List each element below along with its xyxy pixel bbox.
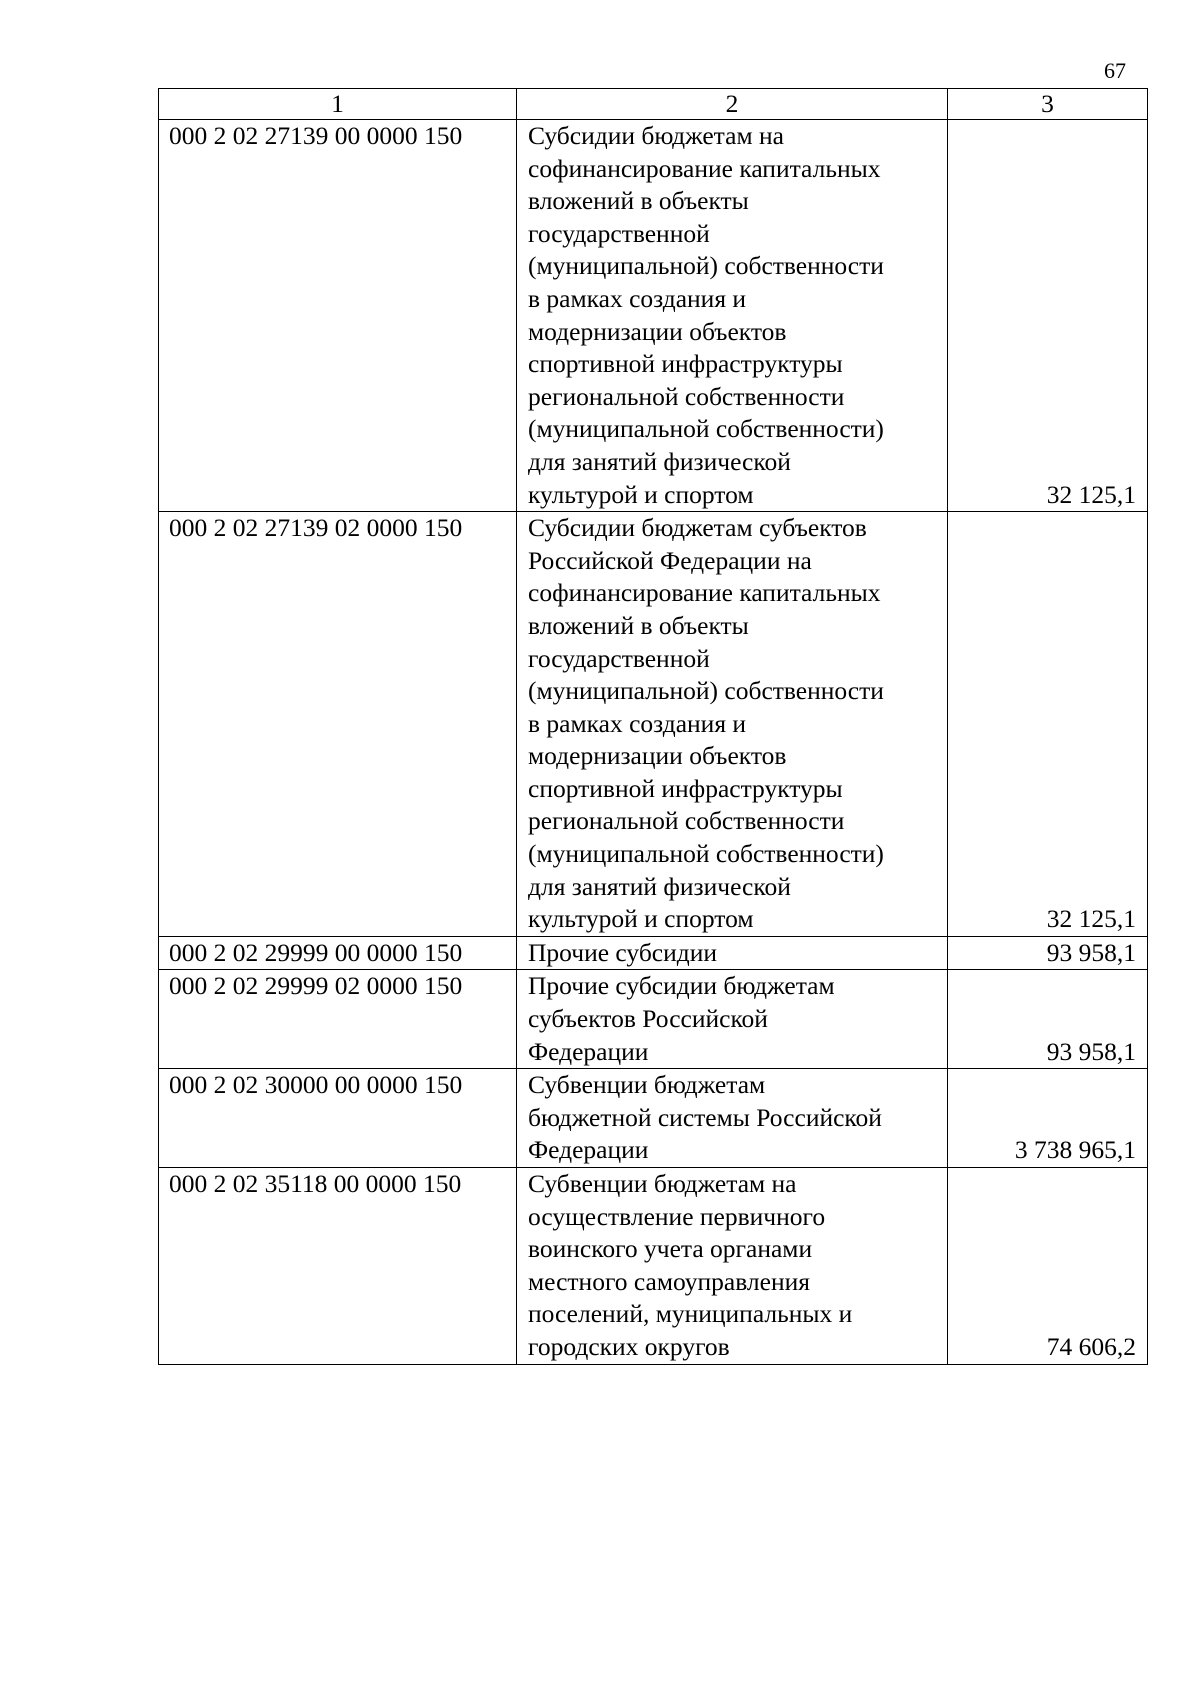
revenue-name-line: вложений в объекты: [528, 186, 749, 216]
budget-revenue-table: [158, 88, 1148, 1365]
revenue-name-line: поселений, муниципальных и: [528, 1299, 853, 1329]
revenue-name-line: (муниципальной собственности): [528, 414, 884, 444]
amount-cell: 3 738 965,1: [948, 1069, 1148, 1168]
budget-code-cell: 000 2 02 30000 00 0000 150: [159, 1069, 517, 1168]
revenue-name-line: субъектов Российской: [528, 1004, 768, 1034]
revenue-name-line: государственной: [528, 218, 710, 248]
revenue-name-line: Субсидии бюджетам на: [528, 121, 784, 150]
revenue-name-line: воинского учета органами: [528, 1234, 813, 1264]
column-header-1: 1: [159, 89, 517, 120]
table-row: [159, 1069, 1148, 1168]
revenue-name-line: осуществление первичного: [528, 1201, 826, 1231]
revenue-name-line: (муниципальной) собственности: [528, 676, 884, 706]
revenue-name-line: для занятий физической: [528, 871, 791, 901]
revenue-name-line: (муниципальной собственности): [528, 839, 884, 869]
amount-cell: 93 958,1: [948, 970, 1148, 1069]
amount-cell: 93 958,1: [948, 936, 1148, 970]
revenue-name-line: Федерации: [528, 1135, 649, 1165]
revenue-name-line: Субвенции бюджетам: [528, 1070, 766, 1100]
revenue-name-cell: [517, 1168, 948, 1365]
column-header-3: 3: [948, 89, 1148, 120]
revenue-name-line: модернизации объектов: [528, 741, 787, 771]
revenue-name-line: региональной собственности: [528, 806, 845, 836]
revenue-name-line: городских округов: [528, 1331, 730, 1361]
revenue-name-line: софинансирование капитальных: [528, 578, 881, 608]
table-header: [159, 89, 1148, 120]
revenue-name-line: Прочие субсидии: [528, 937, 718, 967]
budget-code-cell: 000 2 02 35118 00 0000 150: [159, 1168, 517, 1365]
table-row: [159, 1168, 1148, 1365]
revenue-name-line: Субвенции бюджетам на: [528, 1169, 797, 1198]
revenue-name-line: в рамках создания и: [528, 708, 747, 738]
amount-cell: 74 606,2: [948, 1168, 1148, 1365]
revenue-name-line: региональной собственности: [528, 381, 845, 411]
revenue-name-line: Прочие субсидии бюджетам: [528, 971, 835, 1001]
revenue-name-line: местного самоуправления: [528, 1266, 810, 1296]
revenue-name-line: для занятий физической: [528, 446, 791, 476]
table-row: [159, 512, 1148, 937]
amount-cell: 32 125,1: [948, 120, 1148, 512]
page-number: 67: [1104, 58, 1126, 83]
budget-code-cell: 000 2 02 27139 00 0000 150: [159, 120, 517, 512]
amount-cell: 32 125,1: [948, 512, 1148, 937]
revenue-name-line: в рамках создания и: [528, 283, 747, 313]
revenue-name-line: софинансирование капитальных: [528, 153, 881, 183]
budget-code-cell: 000 2 02 29999 02 0000 150: [159, 970, 517, 1069]
revenue-name-line: государственной: [528, 643, 710, 673]
revenue-name-line: (муниципальной) собственности: [528, 251, 884, 281]
revenue-name-line: культурой и спортом: [528, 904, 754, 934]
table-body: [159, 120, 1148, 1365]
budget-code-cell: 000 2 02 27139 02 0000 150: [159, 512, 517, 937]
revenue-name-line: Федерации: [528, 1036, 649, 1066]
table-row: [159, 120, 1148, 512]
revenue-name-cell: [517, 512, 948, 937]
revenue-name-line: вложений в объекты: [528, 610, 749, 640]
revenue-name-cell: [517, 970, 948, 1069]
table-row: [159, 970, 1148, 1069]
budget-code-cell: 000 2 02 29999 00 0000 150: [159, 936, 517, 970]
revenue-name-line: культурой и спортом: [528, 479, 754, 509]
revenue-name-line: Российской Федерации на: [528, 545, 812, 575]
column-header-2: 2: [517, 89, 948, 120]
revenue-name-cell: [517, 936, 948, 970]
revenue-name-line: спортивной инфраструктуры: [528, 349, 843, 379]
revenue-name-cell: [517, 120, 948, 512]
revenue-name-line: модернизации объектов: [528, 316, 787, 346]
revenue-name-line: спортивной инфраструктуры: [528, 773, 843, 803]
revenue-name-cell: [517, 1069, 948, 1168]
header-row: [159, 89, 1148, 120]
revenue-name-line: Субсидии бюджетам субъектов: [528, 513, 867, 543]
revenue-name-line: бюджетной системы Российской: [528, 1102, 882, 1132]
table-row: [159, 936, 1148, 970]
